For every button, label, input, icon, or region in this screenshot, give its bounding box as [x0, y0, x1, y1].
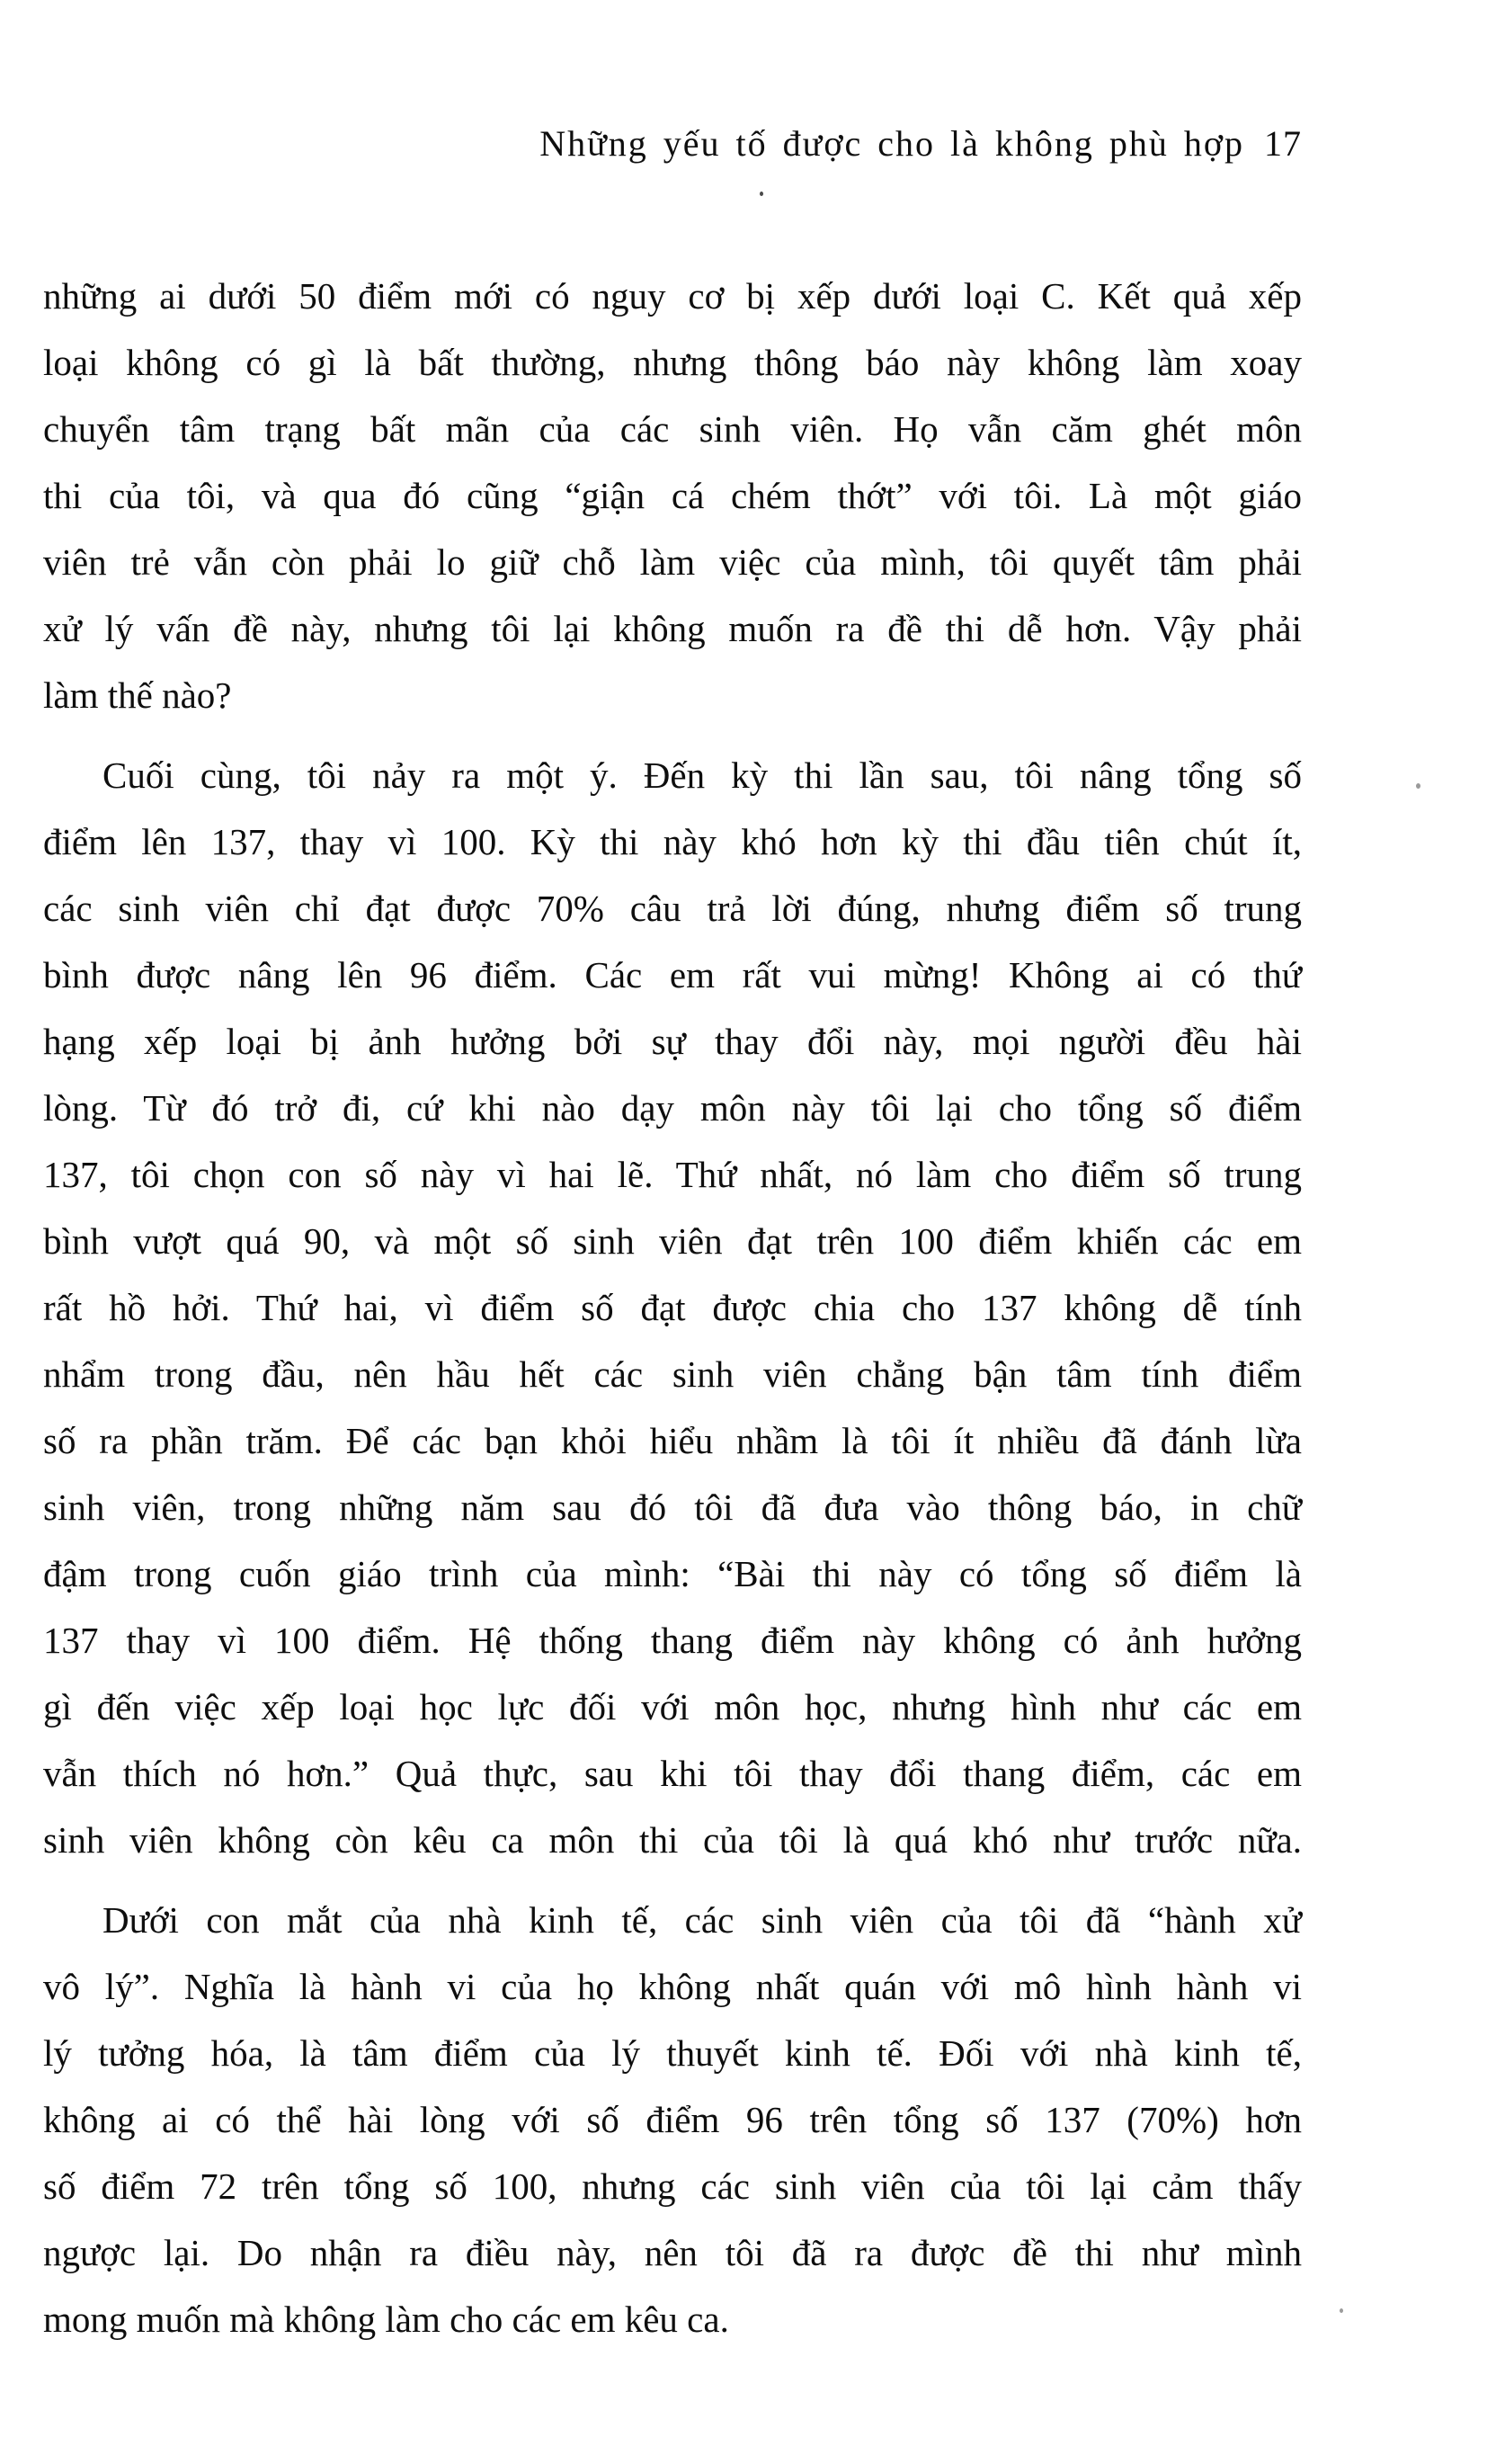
text-line: ngược lại. Do nhận ra điều này, nên tôi đã ra được đề thi như mình: [43, 2232, 1302, 2273]
text-line: lý tưởng hóa, là tâm điểm của lý thuyết kinh tế. Đối với nhà kinh tế,: [43, 2032, 1302, 2074]
text-line: những ai dưới 50 điểm mới có nguy cơ bị xếp dưới loại C. Kết quả xếp: [43, 275, 1302, 317]
text-line: vẫn thích nó hơn.” Quả thực, sau khi tôi thay đổi thang điểm, các em: [43, 1753, 1302, 1794]
ink-speck: [1416, 783, 1420, 789]
text-line: vô lý”. Nghĩa là hành vi của họ không nhất quán với mô hình hành vi: [43, 1966, 1302, 2007]
text-line: số điểm 72 trên tổng số 100, nhưng các sinh viên của tôi lại cảm thấy: [43, 2165, 1302, 2207]
paragraph: [43, 263, 1302, 728]
text-line: viên trẻ vẫn còn phải lo giữ chỗ làm việc của mình, tôi quyết tâm phải: [43, 541, 1302, 583]
text-line: bình vượt quá 90, và một số sinh viên đạt trên 100 điểm khiến các em: [43, 1220, 1302, 1262]
page-body: [43, 263, 1302, 2352]
running-header-title: Những yếu tố được cho là không phù hợp: [539, 123, 1244, 164]
text-line: đậm trong cuốn giáo trình của mình: “Bài thi này có tổng số điểm là: [43, 1553, 1302, 1594]
page-number: 17: [1264, 123, 1302, 164]
paragraph: [43, 1887, 1302, 2352]
text-line: không ai có thể hài lòng với số điểm 96 trên tổng số 137 (70%) hơn: [43, 2099, 1302, 2140]
running-header: [539, 123, 1302, 165]
text-line: thi của tôi, và qua đó cũng “giận cá chém thớt” với tôi. Là một giáo: [43, 475, 1302, 516]
text-line: gì đến việc xếp loại học lực đối với môn học, nhưng hình như các em: [43, 1686, 1302, 1727]
text-line: mong muốn mà không làm cho các em kêu ca.: [43, 2299, 729, 2340]
text-line: bình được nâng lên 96 điểm. Các em rất vui mừng! Không ai có thứ: [43, 954, 1302, 995]
text-line: Dưới con mắt của nhà kinh tế, các sinh viên của tôi đã “hành xử: [102, 1899, 1302, 1941]
text-line: sinh viên, trong những năm sau đó tôi đã đưa vào thông báo, in chữ: [43, 1486, 1302, 1528]
text-line: số ra phần trăm. Để các bạn khỏi hiểu nhầm là tôi ít nhiều đã đánh lừa: [43, 1420, 1302, 1461]
text-line: hạng xếp loại bị ảnh hưởng bởi sự thay đổi này, mọi người đều hài: [43, 1021, 1302, 1062]
text-line: nhẩm trong đầu, nên hầu hết các sinh viên chẳng bận tâm tính điểm: [43, 1353, 1302, 1395]
text-line: 137 thay vì 100 điểm. Hệ thống thang điểm này không có ảnh hưởng: [43, 1620, 1302, 1661]
paragraph: [43, 742, 1302, 1873]
text-line: điểm lên 137, thay vì 100. Kỳ thi này khó hơn kỳ thi đầu tiên chút ít,: [43, 821, 1302, 862]
text-line: các sinh viên chỉ đạt được 70% câu trả lời đúng, nhưng điểm số trung: [43, 888, 1302, 929]
text-line: làm thế nào?: [43, 674, 232, 716]
text-line: loại không có gì là bất thường, nhưng thông báo này không làm xoay: [43, 342, 1302, 383]
text-line: Cuối cùng, tôi nảy ra một ý. Đến kỳ thi lần sau, tôi nâng tổng số: [102, 754, 1302, 796]
text-line: 137, tôi chọn con số này vì hai lẽ. Thứ nhất, nó làm cho điểm số trung: [43, 1154, 1302, 1195]
ink-speck: [760, 192, 763, 196]
text-line: rất hồ hởi. Thứ hai, vì điểm số đạt được chia cho 137 không dễ tính: [43, 1287, 1302, 1328]
text-line: lòng. Từ đó trở đi, cứ khi nào dạy môn này tôi lại cho tổng số điểm: [43, 1087, 1302, 1129]
text-line: xử lý vấn đề này, nhưng tôi lại không muốn ra đề thi dễ hơn. Vậy phải: [43, 608, 1302, 649]
text-line: sinh viên không còn kêu ca môn thi của tôi là quá khó như trước nữa.: [43, 1819, 1302, 1861]
ink-speck: [1340, 2308, 1343, 2313]
text-line: chuyển tâm trạng bất mãn của các sinh viên. Họ vẫn căm ghét môn: [43, 408, 1302, 450]
